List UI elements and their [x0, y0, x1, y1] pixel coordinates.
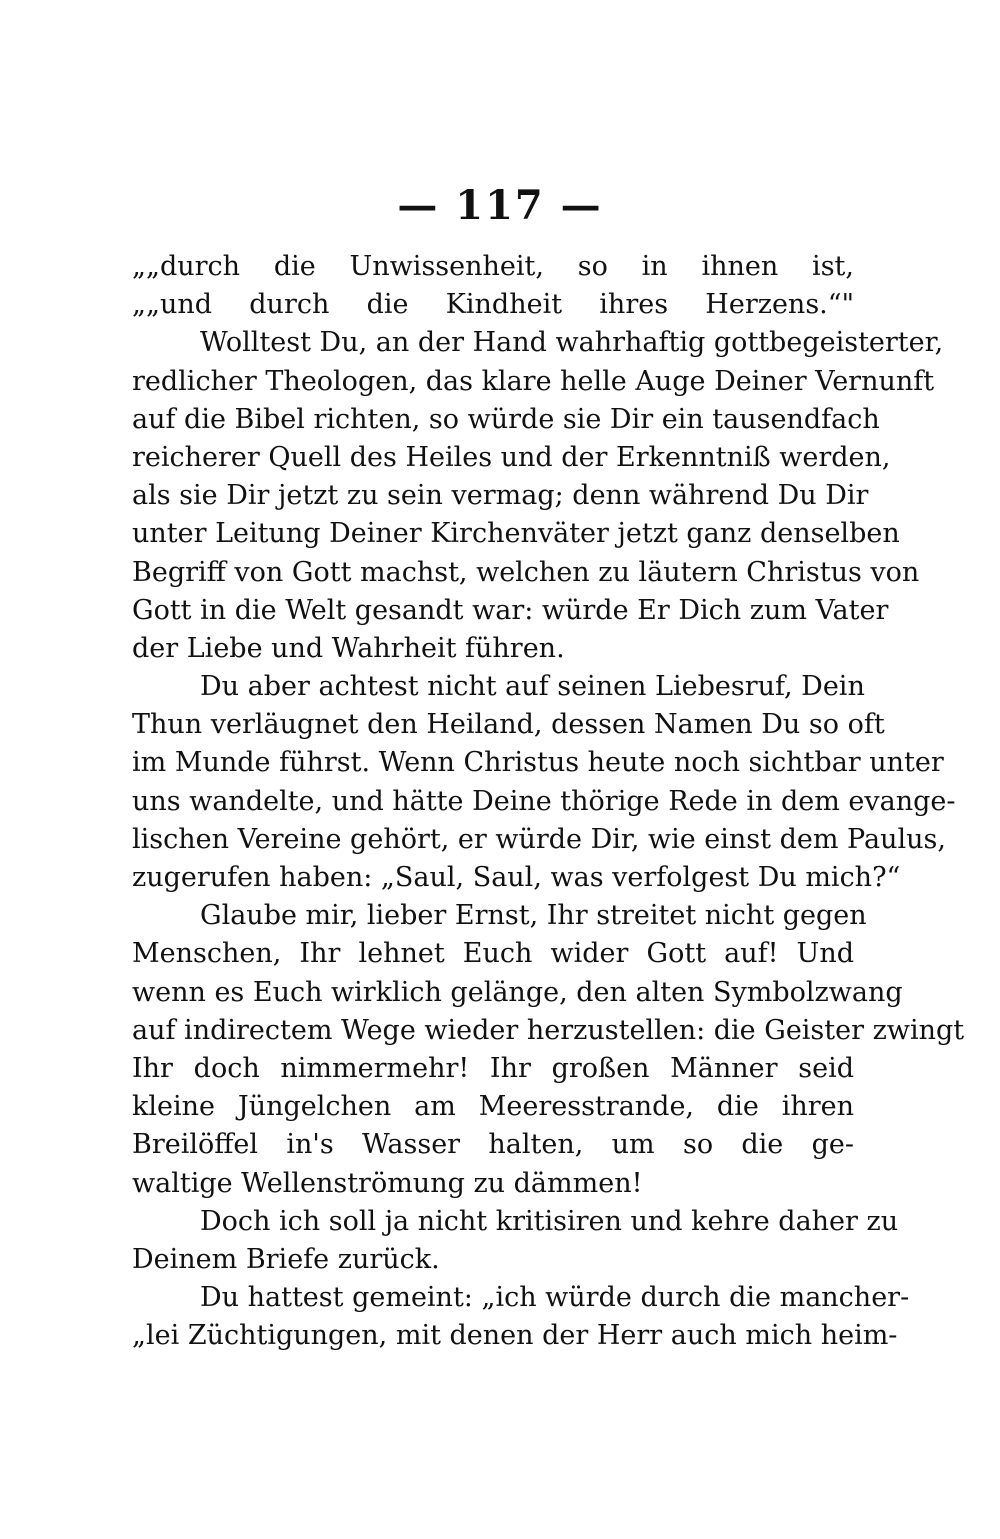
text-line: unter Leitung Deiner Kirchenväter jetzt ganz denselben — [132, 518, 900, 550]
text-line: „„durch die Unwissenheit, so in ihnen ist, — [132, 251, 854, 282]
text-line: „lei Züchtigungen, mit denen der Herr auch mich heim- — [132, 1320, 898, 1352]
text-line: „„und durch die Kindheit ihres Herzens.“" — [132, 289, 854, 321]
text-line: lischen Vereine gehört, er würde Dir, wie einst dem Paulus, — [132, 823, 946, 855]
text-line: Thun verläugnet den Heiland, dessen Namen Du so oft — [132, 709, 885, 741]
text-line: Doch ich soll ja nicht kritisiren und kehre daher zu — [200, 1205, 899, 1237]
text-line: auf die Bibel richten, so würde sie Dir ein tausendfach — [132, 403, 880, 435]
text-line: Ihr doch nimmermehr! Ihr großen Männer seid — [132, 1052, 854, 1084]
text-line: uns wandelte, und hätte Deine thörige Rede in dem evange- — [132, 785, 956, 817]
text-line: wenn es Euch wirklich gelänge, den alten Symbolzwang — [132, 976, 903, 1008]
text-line: zugerufen haben: „Saul, Saul, was verfolgest Du mich?“ — [132, 862, 901, 893]
text-line: im Munde führst. Wenn Christus heute noch sichtbar unter — [132, 747, 944, 779]
text-line: reicherer Quell des Heiles und der Erkenntniß werden, — [132, 441, 891, 473]
text-line: kleine Jüngelchen am Meeresstrande, die ihren — [132, 1091, 854, 1123]
page-number: — 117 — — [397, 182, 603, 229]
text-line: Begriff von Gott machst, welchen zu läutern Christus von — [132, 556, 920, 588]
text-line: Du aber achtest nicht auf seinen Liebesruf, Dein — [200, 671, 865, 703]
text-line: redlicher Theologen, das klare helle Auge Deiner Vernunft — [132, 365, 935, 397]
text-line: Menschen, Ihr lehnet Euch wider Gott auf! Und — [132, 938, 854, 970]
text-line: der Liebe und Wahrheit führen. — [132, 632, 565, 664]
text-line: Du hattest gemeint: „ich würde durch die mancher- — [200, 1282, 910, 1314]
text-line: Gott in die Welt gesandt war: würde Er Dich zum Vater — [132, 594, 889, 626]
text-line: waltige Wellenströmung zu dämmen! — [132, 1167, 643, 1199]
text-line: Deinem Briefe zurück. — [132, 1243, 440, 1275]
text-line: als sie Dir jetzt zu sein vermag; denn während Du Dir — [132, 480, 869, 512]
text-line: Wolltest Du, an der Hand wahrhaftig gottbegeisterter, — [200, 327, 944, 359]
text-line: Glaube mir, lieber Ernst, Ihr streitet nicht gegen — [200, 900, 867, 932]
text-line: Breilöffel in's Wasser halten, um so die ge- — [132, 1129, 854, 1161]
text-line: auf indirectem Wege wieder herzustellen: die Geister zwingt — [132, 1014, 965, 1046]
body-text — [132, 248, 965, 1355]
